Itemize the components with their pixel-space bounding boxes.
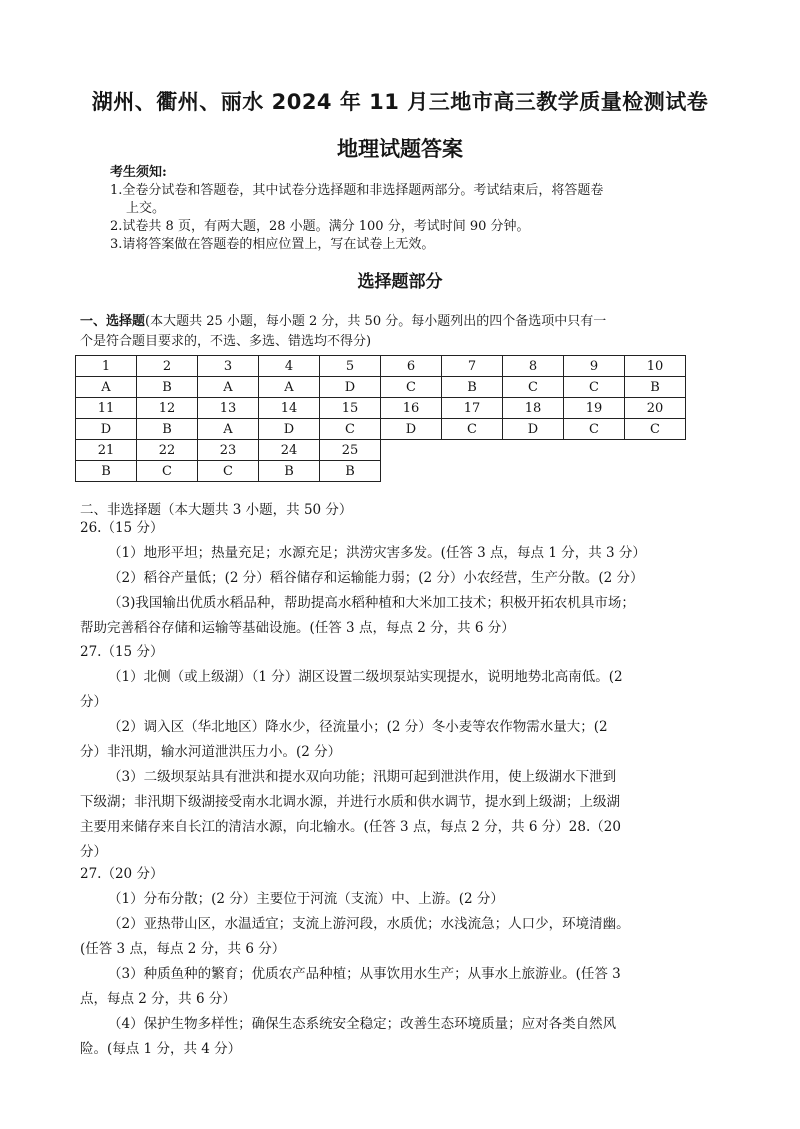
answer-line: 分） bbox=[80, 844, 107, 860]
answer-cell: A bbox=[259, 377, 320, 398]
answer-line: （1）分布分散；(2 分）主要位于河流（支流）中、上游。(2 分） bbox=[108, 891, 504, 907]
question-number-cell: 5 bbox=[320, 356, 381, 377]
answer-line: （4）保护生物多样性；确保生态系统安全稳定；改善生态环境质量；应对各类自然风 bbox=[108, 1016, 617, 1032]
question-number-cell: 1 bbox=[76, 356, 137, 377]
question-number-cell: 13 bbox=[198, 398, 259, 419]
notice-line: 1.全卷分试卷和答题卷，其中试卷分选择题和非选择题两部分。考试结束后，将答题卷 bbox=[110, 183, 604, 198]
answer-cell: D bbox=[320, 377, 381, 398]
question-number-cell: 24 bbox=[259, 440, 320, 461]
answer-cell: B bbox=[76, 461, 137, 482]
answer-cell: C bbox=[381, 377, 442, 398]
question-number-cell: 9 bbox=[564, 356, 625, 377]
answer-line: 帮助完善稻谷存储和运输等基础设施。(任答 3 点，每点 2 分，共 6 分） bbox=[80, 620, 515, 636]
answer-cell: A bbox=[198, 419, 259, 440]
answer-cell: C bbox=[564, 419, 625, 440]
empty-cell bbox=[564, 440, 625, 461]
answer-row bbox=[76, 461, 686, 482]
answer-line: 险。(每点 1 分，共 4 分） bbox=[80, 1041, 242, 1057]
question-head: 26.（15 分） bbox=[80, 520, 164, 536]
answer-line: （3）二级坝泵站具有泄洪和提水双向功能；汛期可起到泄洪作用，使上级湖水下泄到 bbox=[108, 769, 617, 785]
mc-instructions bbox=[80, 312, 720, 352]
document-title: 湖州、衢州、丽水 2024 年 11 月三地市高三教学质量检测试卷 bbox=[91, 90, 709, 114]
question-28 bbox=[80, 862, 720, 1062]
question-number-cell: 25 bbox=[320, 440, 381, 461]
answer-cell: A bbox=[198, 377, 259, 398]
answer-row bbox=[76, 419, 686, 440]
answer-line: 分）非汛期，输水河道泄洪压力小。(2 分） bbox=[80, 744, 342, 760]
question-number-cell: 2 bbox=[137, 356, 198, 377]
question-head: 27.（20 分） bbox=[80, 866, 164, 882]
question-number-row bbox=[76, 440, 686, 461]
empty-cell bbox=[442, 461, 503, 482]
answer-line: 主要用来储存来自长江的清洁水源，向北输水。(任答 3 点，每点 2 分，共 6 分）28.（20 bbox=[80, 819, 621, 835]
answer-cell: B bbox=[137, 419, 198, 440]
question-number-row bbox=[76, 356, 686, 377]
question-number-cell: 23 bbox=[198, 440, 259, 461]
answer-cell: B bbox=[320, 461, 381, 482]
document-subtitle: 地理试题答案 bbox=[337, 137, 463, 161]
question-number-cell: 8 bbox=[503, 356, 564, 377]
mc-desc: (本大题共 25 小题，每小题 2 分，共 50 分。每小题列出的四个备选项中只有一 bbox=[145, 314, 607, 329]
question-number-cell: 17 bbox=[442, 398, 503, 419]
empty-cell bbox=[564, 461, 625, 482]
question-number-cell: 18 bbox=[503, 398, 564, 419]
answer-cell: C bbox=[442, 419, 503, 440]
answer-cell: B bbox=[625, 377, 686, 398]
question-number-cell: 12 bbox=[137, 398, 198, 419]
question-number-cell: 7 bbox=[442, 356, 503, 377]
section-title: 选择题部分 bbox=[357, 272, 443, 292]
answer-line: （1）北侧（或上级湖）（1 分）湖区设置二级坝泵站实现提水，说明地势北高南低。(2 bbox=[108, 669, 623, 685]
non-mc-title: 二、非选择题（本大题共 3 小题，共 50 分） bbox=[80, 502, 353, 518]
question-number-cell: 4 bbox=[259, 356, 320, 377]
answer-cell: A bbox=[76, 377, 137, 398]
question-number-cell: 10 bbox=[625, 356, 686, 377]
notice-line: 3.请将答案做在答题卷的相应位置上，写在试卷上无效。 bbox=[110, 237, 435, 252]
question-number-cell: 22 bbox=[137, 440, 198, 461]
empty-cell bbox=[442, 440, 503, 461]
answer-cell: D bbox=[76, 419, 137, 440]
answer-line: 点，每点 2 分，共 6 分） bbox=[80, 991, 236, 1007]
question-head: 27.（15 分） bbox=[80, 644, 164, 660]
empty-cell bbox=[503, 461, 564, 482]
answer-line: （1）地形平坦；热量充足；水源充足；洪涝灾害多发。(任答 3 点，每点 1 分，共 3 分） bbox=[108, 545, 646, 561]
answer-cell: C bbox=[625, 419, 686, 440]
empty-cell bbox=[381, 461, 442, 482]
answer-cell: C bbox=[198, 461, 259, 482]
empty-cell bbox=[625, 461, 686, 482]
question-number-row bbox=[76, 398, 686, 419]
answer-cell: D bbox=[259, 419, 320, 440]
empty-cell bbox=[625, 440, 686, 461]
empty-cell bbox=[381, 440, 442, 461]
answer-cell: D bbox=[503, 419, 564, 440]
question-number-cell: 14 bbox=[259, 398, 320, 419]
notice-heading: 考生须知: bbox=[110, 165, 167, 180]
answer-cell: B bbox=[137, 377, 198, 398]
answer-cell: C bbox=[503, 377, 564, 398]
answer-line: (任答 3 点，每点 2 分，共 6 分） bbox=[80, 941, 286, 957]
answer-cell: C bbox=[320, 419, 381, 440]
answer-cell: B bbox=[259, 461, 320, 482]
answer-line: （2）稻谷产量低；(2 分）稻谷储存和运输能力弱；(2 分）小农经营，生产分散。(2 分） bbox=[108, 570, 644, 586]
answer-line: 分） bbox=[80, 694, 107, 710]
notice-line: 上交。 bbox=[126, 201, 166, 216]
question-26 bbox=[80, 516, 720, 641]
answer-cell: C bbox=[564, 377, 625, 398]
empty-cell bbox=[503, 440, 564, 461]
notice-line: 2.试卷共 8 页，有两大题，28 小题。满分 100 分，考试时间 90 分钟。 bbox=[110, 219, 530, 234]
answer-row bbox=[76, 377, 686, 398]
answer-line: （3）种质鱼种的繁育；优质农产品种植；从事饮用水生产；从事水上旅游业。(任答 3 bbox=[108, 966, 621, 982]
answer-table bbox=[75, 355, 686, 482]
mc-label: 一、选择题 bbox=[80, 314, 146, 329]
question-number-cell: 11 bbox=[76, 398, 137, 419]
answer-line: 下级湖；非汛期下级湖接受南水北调水源，并进行水质和供水调节，提水到上级湖；上级湖 bbox=[80, 794, 620, 810]
question-27 bbox=[80, 640, 720, 865]
question-number-cell: 3 bbox=[198, 356, 259, 377]
question-number-cell: 20 bbox=[625, 398, 686, 419]
exam-notice bbox=[110, 164, 710, 254]
question-number-cell: 15 bbox=[320, 398, 381, 419]
answer-line: （2）调入区（华北地区）降水少，径流量小；(2 分）冬小麦等农作物需水量大；(2 bbox=[108, 719, 608, 735]
question-number-cell: 16 bbox=[381, 398, 442, 419]
mc-desc: 个是符合题目要求的，不选、多选、错选均不得分) bbox=[80, 334, 372, 349]
answer-cell: B bbox=[442, 377, 503, 398]
question-number-cell: 21 bbox=[76, 440, 137, 461]
answer-cell: C bbox=[137, 461, 198, 482]
answer-line: （3)我国输出优质水稻品种，帮助提高水稻种植和大米加工技术；积极开拓农机具市场； bbox=[108, 595, 635, 611]
question-number-cell: 6 bbox=[381, 356, 442, 377]
answer-line: （2）亚热带山区，水温适宜；支流上游河段，水质优；水浅流急；人口少，环境清幽。 bbox=[108, 916, 630, 932]
answer-cell: D bbox=[381, 419, 442, 440]
question-number-cell: 19 bbox=[564, 398, 625, 419]
